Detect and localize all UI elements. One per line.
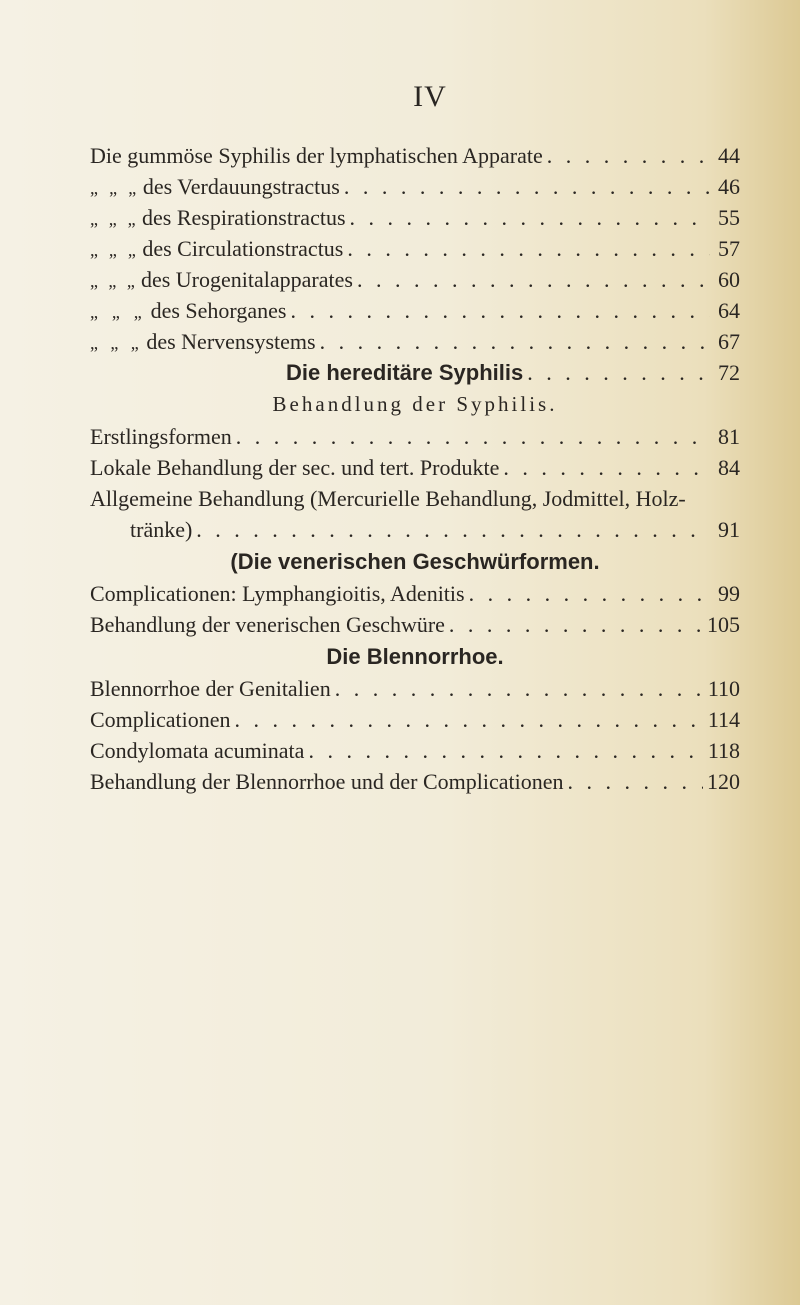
toc-entry [90,609,740,640]
toc-entry-title: des Verdauungstractus [142,174,340,199]
toc-entry-title: Die gummöse Syphilis der lymphatischen Apparate [90,143,543,168]
toc-entry [90,357,740,388]
toc-entry-page: 114 [707,707,740,732]
toc-entry-page: 110 [707,676,740,701]
toc-entry [90,295,740,326]
toc-entry-page: 72 [718,360,740,385]
toc-entry-title: Behandlung der venerischen Geschwüre [90,612,445,637]
ditto-mark: „ [90,333,98,353]
toc-entry [90,233,740,264]
toc-entry [90,673,740,704]
toc-entry [90,704,740,735]
toc-entry [90,514,740,545]
toc-entry-page: 64 [718,298,741,323]
toc-entry-page: 84 [718,455,740,480]
toc-entry-title: Erstlingsformen [90,424,232,449]
toc-entry-page: 118 [707,738,740,763]
section-heading: (Die venerischen Geschwürformen. [230,549,600,574]
toc-entry [90,264,740,295]
toc-entry-page: 81 [718,424,740,449]
section-heading: Die Blennorrhoe. [326,644,504,669]
section-heading-row [90,640,740,673]
toc-entry [90,171,740,202]
toc-entry-page: 46 [718,174,741,199]
ditto-mark: „ [133,302,142,322]
leader-dots [344,171,710,202]
leader-dots [449,609,703,640]
toc-entry-page: 105 [707,612,740,637]
ditto-mark: „ [90,302,98,322]
leader-dots [347,233,710,264]
toc-entry-page: 55 [718,205,740,230]
toc-entry-title: Blennorrhoe der Genitalien [90,676,331,701]
section-heading-row [90,545,740,578]
toc-entry [90,421,740,452]
leader-dots [357,264,710,295]
toc-entry-page: 67 [717,329,740,354]
ditto-mark: „ [108,240,117,260]
leader-dots [469,578,710,609]
leader-dots [547,140,710,171]
toc-entry-title: des Respirationstractus [142,205,346,230]
leader-dots [503,452,710,483]
ditto-mark: „ [110,333,119,353]
toc-entry-title: Complicationen: Lymphangioitis, Adenitis [90,581,465,606]
toc-entry-title: Allgemeine Behandlung (Mercurielle Behandlung, Jodmittel, Holz- [90,486,686,511]
section-heading-row [90,388,740,421]
toc-entry [90,202,740,233]
leader-dots [527,357,710,388]
toc-entry-page: 60 [718,267,740,292]
leader-dots [235,704,704,735]
toc-entry-title: des Urogenitalapparates [140,267,353,292]
toc-entry [90,578,740,609]
leader-dots [335,673,704,704]
leader-dots [320,326,710,357]
ditto-mark: „ [108,209,117,229]
toc-entry-title: des Nervensystems [146,329,316,354]
ditto-mark: „ [128,178,137,198]
toc-entry [90,766,740,797]
leader-dots [350,202,710,233]
ditto-mark: „ [90,178,98,198]
toc-entry-title: Complicationen [90,707,231,732]
toc-entry-page: 91 [718,517,740,542]
ditto-mark: „ [90,240,98,260]
toc-entry-page: 120 [707,769,740,794]
table-of-contents [90,140,740,797]
toc-entry-page: 44 [718,143,740,168]
ditto-mark: „ [108,271,117,291]
toc-entry-title: des Circulationstractus [142,236,344,261]
toc-entry-title: Condylomata acuminata [90,738,305,763]
page-number: IV [413,80,447,113]
ditto-mark: „ [90,209,98,229]
ditto-mark: „ [127,240,136,260]
ditto-mark: „ [130,333,139,353]
toc-entry [90,452,740,483]
ditto-mark: „ [90,271,98,291]
leader-dots [196,514,710,545]
ditto-mark: „ [111,302,120,322]
leader-dots [568,766,704,797]
ditto-mark: „ [127,209,136,229]
toc-entry-page: 99 [718,581,740,606]
toc-entry [90,140,740,171]
toc-entry-title: tränke) [130,517,193,542]
toc-entry [90,483,740,514]
section-heading: Behandlung der Syphilis. [272,392,558,416]
toc-entry-page: 57 [718,236,741,261]
ditto-mark: „ [126,271,135,291]
toc-entry-title: Lokale Behandlung der sec. und tert. Produkte [90,455,500,480]
toc-entry-title: des Sehorganes [150,298,287,323]
toc-entry [90,735,740,766]
leader-dots [290,295,710,326]
ditto-mark: „ [109,178,118,198]
leader-dots [308,735,703,766]
toc-entry-title: Behandlung der Blennorrhoe und der Complicationen [90,769,564,794]
toc-entry [90,326,740,357]
leader-dots [236,421,710,452]
section-heading: Die hereditäre Syphilis [286,360,524,385]
